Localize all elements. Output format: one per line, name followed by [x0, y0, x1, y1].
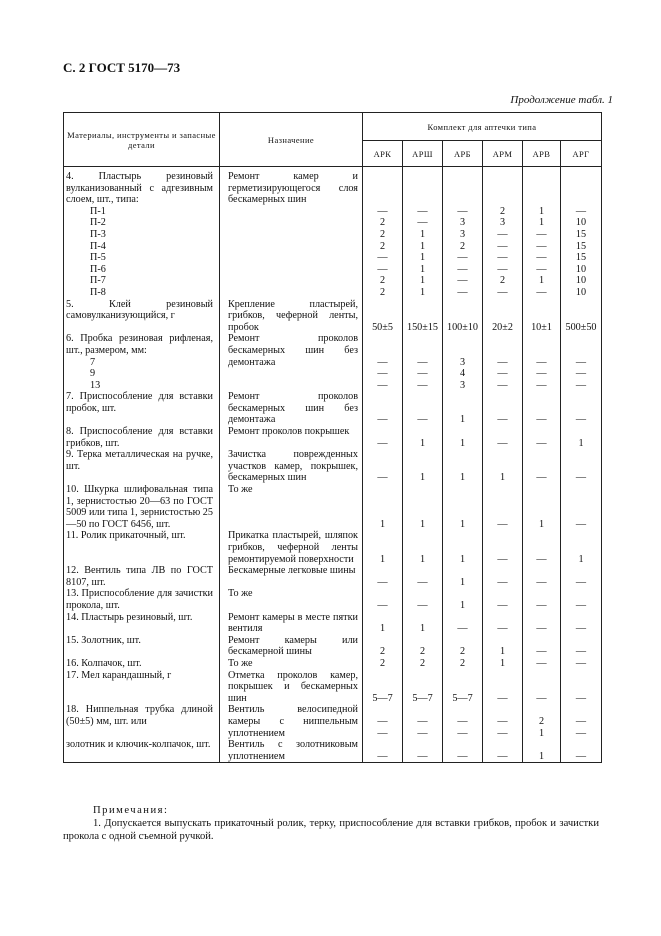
material-text: 5. Клей резиновый самовулканизующийся, г [66, 298, 213, 322]
value-cell [443, 704, 483, 739]
value-cell: 20±2 [483, 299, 523, 334]
value-cell: 5—7 [443, 670, 483, 705]
value-line: 1 [538, 275, 545, 287]
value-cell: 5—7 [403, 670, 443, 705]
value-cell: 1 [561, 426, 602, 449]
purpose-cell: Ремонт проколов бескамерных шин без демонтажа [220, 391, 363, 426]
value-cell: — [483, 484, 523, 530]
value-line: — [417, 205, 428, 217]
purpose-cell: Ремонт камеры в месте пятки вентиля [220, 612, 363, 635]
value-cell: — [523, 670, 561, 705]
value-cell: 50±5 [363, 299, 403, 334]
table-row [64, 658, 602, 670]
value-line: — [497, 252, 508, 264]
material-cell [64, 670, 220, 705]
value-line: — [377, 263, 388, 275]
value-cell: 100±10 [443, 299, 483, 334]
material-subtype: П-2 [90, 217, 106, 229]
purpose-cell: Вентиль велосипедной камеры с ниппельным уплотнением [220, 704, 363, 739]
value-cell: — [561, 449, 602, 484]
value-line: — [457, 252, 468, 264]
material-cell [64, 612, 220, 635]
value-cell: — [483, 530, 523, 565]
value-line: — [457, 715, 468, 727]
purpose-cell: Отметка проколов камер, покрышек и бескамерных шин [220, 670, 363, 705]
material-subtype: П-7 [90, 275, 106, 287]
value-cell [523, 167, 561, 299]
value-cell: — [561, 484, 602, 530]
value-cell: — [561, 565, 602, 588]
value-line: — [417, 379, 428, 391]
type-header-5: АРГ [561, 141, 602, 167]
value-cell [523, 704, 561, 739]
value-cell [561, 704, 602, 739]
material-cell [64, 299, 220, 334]
value-line: — [417, 727, 428, 739]
material-text: 17. Мел карандашный, г [66, 669, 172, 681]
table-row [64, 530, 602, 565]
value-cell: 1 [483, 658, 523, 670]
value-cell: — [483, 391, 523, 426]
value-cell [443, 333, 483, 391]
value-cell: — [483, 426, 523, 449]
table-row [64, 670, 602, 705]
value-cell: 1 [443, 484, 483, 530]
table-row [64, 588, 602, 611]
value-cell: 1 [403, 612, 443, 635]
value-line: — [377, 205, 388, 217]
value-cell [483, 704, 523, 739]
value-cell: 1 [443, 391, 483, 426]
value-line: — [497, 356, 508, 368]
value-cell: — [523, 612, 561, 635]
value-cell: — [363, 426, 403, 449]
table-continuation-label: Продолжение табл. 1 [510, 94, 613, 106]
value-line: — [497, 228, 508, 240]
value-cell: — [363, 588, 403, 611]
value-cell: — [443, 612, 483, 635]
value-line: — [457, 286, 468, 298]
value-line: — [536, 263, 547, 275]
value-line: 3 [459, 228, 466, 240]
value-cell: — [363, 739, 403, 763]
value-line: — [536, 368, 547, 380]
value-cell: 1 [523, 739, 561, 763]
material-text: золотник и ключик-колпачок, шт. [66, 739, 211, 751]
material-cell [64, 426, 220, 449]
value-line: — [417, 368, 428, 380]
value-line: — [417, 356, 428, 368]
purpose-cell: Ремонт камер и герметизирующегося слоя бескамерных шин [220, 167, 363, 299]
purpose-cell: Вентиль с золотниковым уплотнением [220, 739, 363, 763]
type-header-1: АРШ [403, 141, 443, 167]
value-cell: — [523, 449, 561, 484]
value-line: 2 [379, 275, 386, 287]
value-line: — [457, 263, 468, 275]
material-subtype: П-3 [90, 228, 106, 240]
value-line: 1 [538, 205, 545, 217]
value-line: 2 [538, 715, 545, 727]
material-subtype: 13 [90, 379, 101, 391]
value-cell: 1 [443, 588, 483, 611]
value-line: 2 [379, 228, 386, 240]
value-cell [403, 167, 443, 299]
type-header-0: АРК [363, 141, 403, 167]
value-cell: 2 [403, 658, 443, 670]
value-line: 1 [419, 252, 426, 264]
material-text: 10. Шкурка шлифовальная типа 1, зернистостью 20—63 по ГОСТ 5009 или типа 1, зернистостью 25—50 по ГОСТ 6456, шт. [66, 484, 213, 530]
type-header-3: АРМ [483, 141, 523, 167]
kit-table [63, 112, 602, 763]
value-cell: — [561, 658, 602, 670]
value-line: — [377, 727, 388, 739]
value-line: — [575, 356, 587, 368]
value-line: 2 [379, 240, 386, 252]
value-line: 1 [538, 217, 545, 229]
value-cell: — [403, 588, 443, 611]
value-line: — [536, 228, 547, 240]
value-cell: — [523, 391, 561, 426]
value-cell: 1 [443, 530, 483, 565]
note-item-1: 1. Допускается выпускать прикаточный ролик, терку, приспособление для вставки грибков, пробок и зачистки прокола с одной съемной ручкой. [63, 818, 599, 842]
value-line: 3 [459, 356, 466, 368]
value-line: 3 [499, 217, 506, 229]
value-line: 1 [419, 228, 426, 240]
material-text: 13. Приспособление для зачистки прокола, шт. [66, 588, 213, 611]
material-subtype: 9 [90, 368, 96, 380]
table-row [64, 635, 602, 658]
value-cell: — [523, 426, 561, 449]
value-cell: — [523, 588, 561, 611]
value-cell: 1 [363, 484, 403, 530]
purpose-cell: То же [220, 588, 363, 611]
value-line: — [536, 356, 547, 368]
col-purpose-header: Назначение [220, 113, 363, 167]
value-line: 10 [575, 286, 587, 298]
value-cell: 2 [443, 658, 483, 670]
col-materials-header: Материалы, инструменты и запасные детали [64, 113, 220, 167]
value-line: — [457, 205, 468, 217]
material-text: 9. Терка металлическая на ручке, шт. [66, 449, 213, 472]
type-header-4: АРВ [523, 141, 561, 167]
material-text: 14. Пластырь резиновый, шт. [66, 611, 193, 623]
value-line: — [497, 263, 508, 275]
value-line: 2 [459, 240, 466, 252]
value-cell: — [561, 635, 602, 658]
value-line: 10 [575, 275, 587, 287]
value-line: — [417, 715, 428, 727]
material-text: 16. Колпачок, шт. [66, 657, 142, 669]
value-cell: — [523, 635, 561, 658]
notes-title: Примечания: [93, 805, 169, 816]
value-cell [443, 167, 483, 299]
value-cell: 5—7 [363, 670, 403, 705]
value-cell [363, 333, 403, 391]
material-text: 12. Вентиль типа ЛВ по ГОСТ 8107, шт. [66, 565, 213, 588]
table-row [64, 704, 602, 739]
value-cell [363, 167, 403, 299]
value-line: — [377, 368, 388, 380]
value-line: 2 [379, 217, 386, 229]
value-line: 15 [575, 240, 587, 252]
value-cell [523, 333, 561, 391]
value-cell: — [483, 612, 523, 635]
material-text: 7. Приспособление для вставки пробок, шт. [66, 391, 213, 414]
material-text: 6. Пробка резиновая рифленая, шт., размером, мм: [66, 333, 213, 356]
value-line: 4 [459, 368, 466, 380]
value-line: — [497, 240, 508, 252]
material-cell [64, 167, 220, 299]
value-line: — [575, 368, 587, 380]
material-text: 8. Приспособление для вставки грибков, шт. [66, 426, 213, 449]
value-cell [483, 167, 523, 299]
value-cell [561, 167, 602, 299]
value-cell: — [561, 612, 602, 635]
value-cell: — [363, 565, 403, 588]
value-line: — [497, 286, 508, 298]
value-cell [403, 704, 443, 739]
value-cell: 1 [403, 426, 443, 449]
purpose-cell: То же [220, 658, 363, 670]
value-line: 15 [575, 252, 587, 264]
value-cell [403, 333, 443, 391]
value-cell: — [483, 588, 523, 611]
col-kit-header: Комплект для аптечки типа [363, 113, 602, 141]
value-line: 1 [419, 275, 426, 287]
value-cell [561, 333, 602, 391]
material-cell [64, 565, 220, 588]
value-cell: — [561, 670, 602, 705]
table-row [64, 391, 602, 426]
value-cell: 1 [443, 426, 483, 449]
value-line: 3 [459, 379, 466, 391]
value-cell: — [561, 739, 602, 763]
value-line: — [377, 252, 388, 264]
value-cell: 2 [403, 635, 443, 658]
value-cell: 1 [483, 449, 523, 484]
value-cell: — [483, 565, 523, 588]
value-cell: 500±50 [561, 299, 602, 334]
value-cell: 1 [523, 484, 561, 530]
material-cell [64, 391, 220, 426]
table-row [64, 426, 602, 449]
value-line: 2 [499, 275, 506, 287]
value-line: — [377, 715, 388, 727]
value-cell: 1 [483, 635, 523, 658]
material-cell [64, 739, 220, 763]
value-cell: — [523, 565, 561, 588]
value-cell: — [363, 391, 403, 426]
material-cell [64, 484, 220, 530]
material-cell [64, 530, 220, 565]
value-line: — [377, 379, 388, 391]
value-line: 3 [459, 217, 466, 229]
material-subtype: П-4 [90, 240, 106, 252]
purpose-cell: Ремонт камеры или бескамерной шины [220, 635, 363, 658]
value-cell: 1 [363, 612, 403, 635]
table-row [64, 449, 602, 484]
value-cell: 1 [403, 484, 443, 530]
purpose-cell: Бескамерные легковые шины [220, 565, 363, 588]
value-cell [363, 704, 403, 739]
value-cell: 1 [561, 530, 602, 565]
value-cell: — [403, 565, 443, 588]
value-line: — [575, 205, 587, 217]
value-line: — [457, 727, 468, 739]
value-cell: 1 [443, 449, 483, 484]
table-row [64, 612, 602, 635]
table-row [64, 333, 602, 391]
material-text: 15. Золотник, шт. [66, 634, 141, 646]
value-line: 2 [379, 286, 386, 298]
value-line: — [457, 275, 468, 287]
value-cell: — [363, 449, 403, 484]
value-cell: — [483, 739, 523, 763]
value-cell: 10±1 [523, 299, 561, 334]
table-row [64, 484, 602, 530]
value-cell: 1 [403, 530, 443, 565]
material-cell [64, 333, 220, 391]
value-line: — [536, 379, 547, 391]
value-cell: — [561, 391, 602, 426]
value-line: 15 [575, 228, 587, 240]
material-cell [64, 658, 220, 670]
value-line: — [497, 368, 508, 380]
value-cell: 2 [443, 635, 483, 658]
value-line: 2 [499, 205, 506, 217]
material-subtype: П-5 [90, 252, 106, 264]
material-cell [64, 449, 220, 484]
purpose-cell: Крепление пластырей, грибков, чеферной ленты, пробок [220, 299, 363, 334]
value-line: 1 [538, 727, 545, 739]
value-line: — [536, 240, 547, 252]
value-line: — [377, 356, 388, 368]
value-cell: — [523, 530, 561, 565]
value-line: 1 [419, 240, 426, 252]
material-subtype: П-6 [90, 263, 106, 275]
value-cell: — [443, 739, 483, 763]
value-cell: 2 [363, 658, 403, 670]
purpose-cell: Ремонт проколов покрышек [220, 426, 363, 449]
value-line: — [536, 286, 547, 298]
value-line: — [497, 727, 508, 739]
material-cell [64, 635, 220, 658]
material-cell [64, 704, 220, 739]
table-row [64, 565, 602, 588]
value-cell: — [523, 658, 561, 670]
material-subtype: П-1 [90, 205, 106, 217]
purpose-cell: Ремонт проколов бескамерных шин без демонтажа [220, 333, 363, 391]
value-cell: — [483, 670, 523, 705]
table-row [64, 739, 602, 763]
material-text: 11. Ролик прикаточный, шт. [66, 530, 186, 542]
notes-section [63, 804, 599, 843]
purpose-cell: То же [220, 484, 363, 530]
value-cell [483, 333, 523, 391]
value-line: 10 [575, 263, 587, 275]
value-line: — [575, 379, 587, 391]
value-line: — [536, 252, 547, 264]
page-header: С. 2 ГОСТ 5170—73 [63, 60, 181, 75]
value-cell: — [561, 588, 602, 611]
value-cell: 1 [443, 565, 483, 588]
value-cell: 150±15 [403, 299, 443, 334]
value-cell: 1 [363, 530, 403, 565]
purpose-cell: Прикатка пластырей, шляпок грибков, чеферной ленты ремонтируемой поверхности [220, 530, 363, 565]
material-text: 4. Пластырь резиновый вулканизованный с адгезивным слоем, шт., типа: [66, 171, 213, 206]
type-header-2: АРБ [443, 141, 483, 167]
value-line: — [497, 715, 508, 727]
value-cell: — [403, 739, 443, 763]
value-line: — [417, 217, 428, 229]
material-subtype: П-8 [90, 286, 106, 298]
value-cell: 1 [403, 449, 443, 484]
value-line: — [497, 379, 508, 391]
purpose-cell: Зачистка поврежденных участков камер, покрышек, бескамерных шин [220, 449, 363, 484]
value-line: — [575, 727, 587, 739]
material-cell [64, 588, 220, 611]
value-cell: 2 [363, 635, 403, 658]
value-line: 1 [419, 263, 426, 275]
value-line: — [575, 715, 587, 727]
value-line: 10 [575, 217, 587, 229]
material-subtype: 7 [90, 356, 96, 368]
table-row [64, 167, 602, 299]
table-row [64, 299, 602, 334]
material-text: 18. Ниппельная трубка длиной (50±5) мм, шт. или [66, 704, 213, 727]
value-line: 1 [419, 286, 426, 298]
value-cell: — [403, 391, 443, 426]
